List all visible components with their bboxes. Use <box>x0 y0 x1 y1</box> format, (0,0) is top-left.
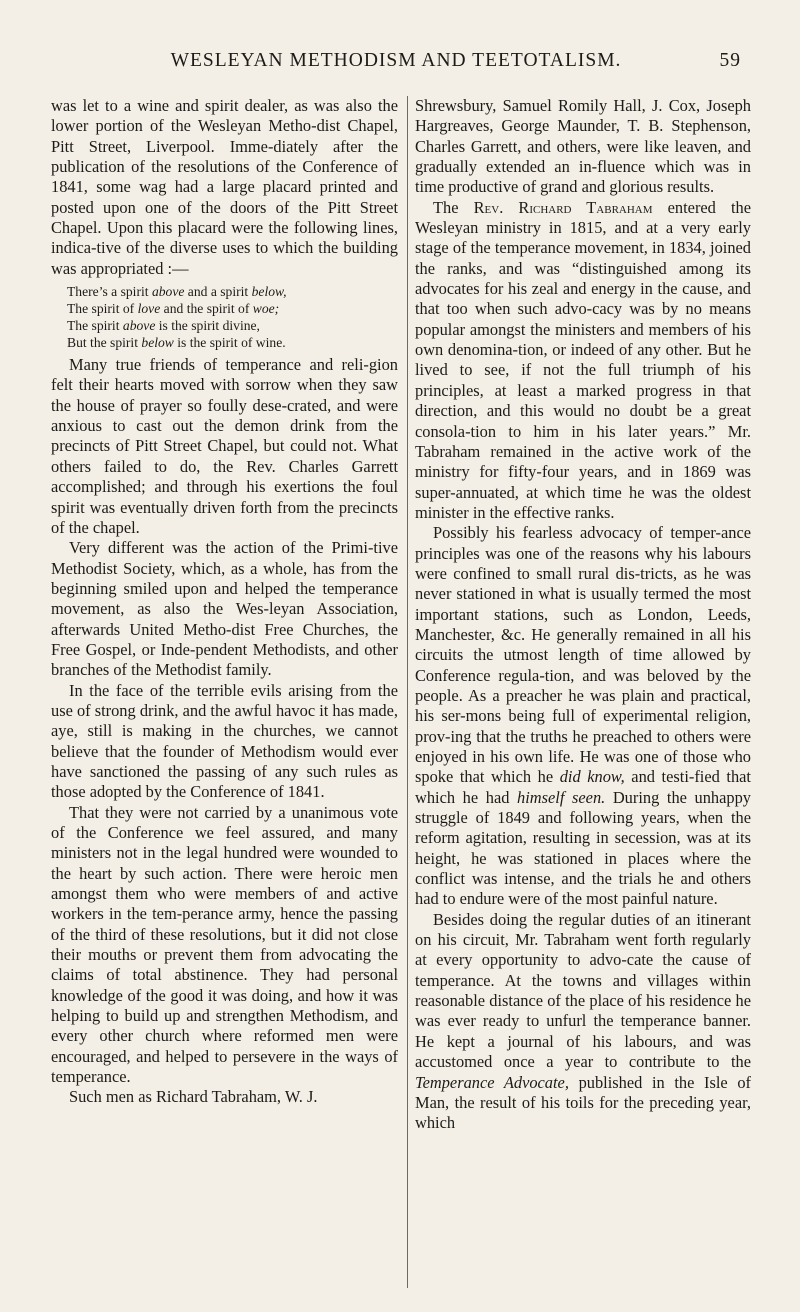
running-header <box>51 50 741 76</box>
paragraph: Possibly his fearless advocacy of temper-ance principles was one of the reasons why his labours were confined to small rural dis-tricts, as he was never stationed in what is usually termed the most important stations, such as London, Leeds, Manchester, &c. He generally remained in all his circuits the utmost length of time allowed by Conference regula-tion, and was beloved by the people. As a preacher he was plain and practical, his ser-mons being full of experimental religion, prov-ing that the truths he preached to others were enjoyed in his own life. He was one of those who spoke that which he did know, and testi-fied that which he had himself seen. During the unhappy struggle of 1849 and following years, when the reform agitation, resulting in secession, was at its height, he was stationed in places where the conflict was intense, and the trials he and others had to endure were of the most painful nature. <box>415 523 751 909</box>
name-small-caps: Rev. Richard Tabraham <box>473 197 653 217</box>
right-column <box>415 96 751 1134</box>
paragraph: Many true friends of temperance and reli-gion felt their hearts moved with sorrow when they saw the house of prayer so foully dese-crated, and were anxious to cast out the demon drink from the precincts of Pitt Street Chapel, but could not. What others failed to do, the Rev. Charles Garrett accomplished; and through his exertions the foul spirit was eventually driven forth from the precincts of the chapel. <box>51 355 398 537</box>
paragraph: Very different was the action of the Primi-tive Methodist Society, which, as a whole, has from the beginning smiled upon and helped the temperance movement, as also the Wes-leyan Association, afterwards United Metho-dist Free Churches, the Free Gospel, or Inde-pendent Methodists, and other branches of the Methodist family. <box>51 538 398 680</box>
paragraph: The Rev. Richard Tabraham entered the Wesleyan ministry in 1815, and at a very early stage of the temperance movement, in 1834, joined the ranks, and was “distinguished among its advocates for his zeal and energy in the cause, and that too when such advo-cacy was by no means popular amongst the ministers and members of his own denomina-tion, or indeed of any other. But he lived to see, if not the full triumph of his principles, at least a marked progress in that direction, and this would no doubt be a great consola-tion to him in his later years.” Mr. Tabraham remained in the active work of the ministry for fifty-four years, and in 1869 was super-annuated, at which time he was the oldest minister in the effective ranks. <box>415 197 752 522</box>
paragraph: was let to a wine and spirit dealer, as was also the lower portion of the Wesleyan Metho-dist Chapel, Pitt Street, Liverpool. Imme-diately after the publication of the resolutions of the Conference of 1841, some wag had a large placard printed and posted upon one of the doors of the Pitt Street Chapel. Upon this placard were the following lines, indica-tive of the diverse uses to which the building was appropriated :— <box>51 96 398 278</box>
running-title: WESLEYAN METHODISM AND TEETOTALISM. <box>170 50 622 71</box>
poem-line: The spirit of love and the spirit of woe; <box>67 301 280 317</box>
column-divider <box>407 96 408 1288</box>
paragraph: Such men as Richard Tabraham, W. J. <box>69 1087 318 1107</box>
page-number: 59 <box>719 50 741 71</box>
poem <box>67 283 398 351</box>
paragraph: Besides doing the regular duties of an itinerant on his circuit, Mr. Tabraham went forth regularly at every opportunity to advo-cate the cause of temperance. At the towns and villages within reasonable distance of the place of his residence he was ever ready to unfurl the temperance banner. He kept a journal of his labours, and was accustomed once a year to contribute to the Temperance Advocate, published in the Isle of Man, the result of his toils for the preceding year, which <box>415 909 751 1133</box>
paragraph: That they were not carried by a unanimous vote of the Conference we feel assured, and many ministers not in the legal hundred were wounded to the heart by such action. There were heroic men amongst them who were members of and active workers in the tem-perance army, hence the passing of the third of these resolutions, but it did not close their mouths or prevent them from advocating the claims of total abstinence. They had personal knowledge of the good it was doing, and how it was helping to build up and strengthen Methodism, and every other church where reformed men were encouraged, and helped to persevere in the ways of temperance. <box>51 802 398 1087</box>
poem-line: But the spirit below is the spirit of wine. <box>67 335 286 351</box>
poem-line: There’s a spirit above and a spirit below, <box>67 284 287 300</box>
paragraph: Shrewsbury, Samuel Romily Hall, J. Cox, Joseph Hargreaves, George Maunder, T. B. Stephenson, Charles Garrett, and others, were like leaven, and gradually extended an in-fluence which was in time productive of grand and glorious results. <box>415 96 751 197</box>
paragraph: In the face of the terrible evils arising from the use of strong drink, and the awful havoc it has made, aye, still is making in the churches, we cannot believe that the founder of Methodism would ever have sanctioned the passing of any such rules as those adopted by the Conference of 1841. <box>51 680 398 802</box>
left-column <box>51 96 398 1108</box>
poem-line: The spirit above is the spirit divine, <box>67 318 260 334</box>
